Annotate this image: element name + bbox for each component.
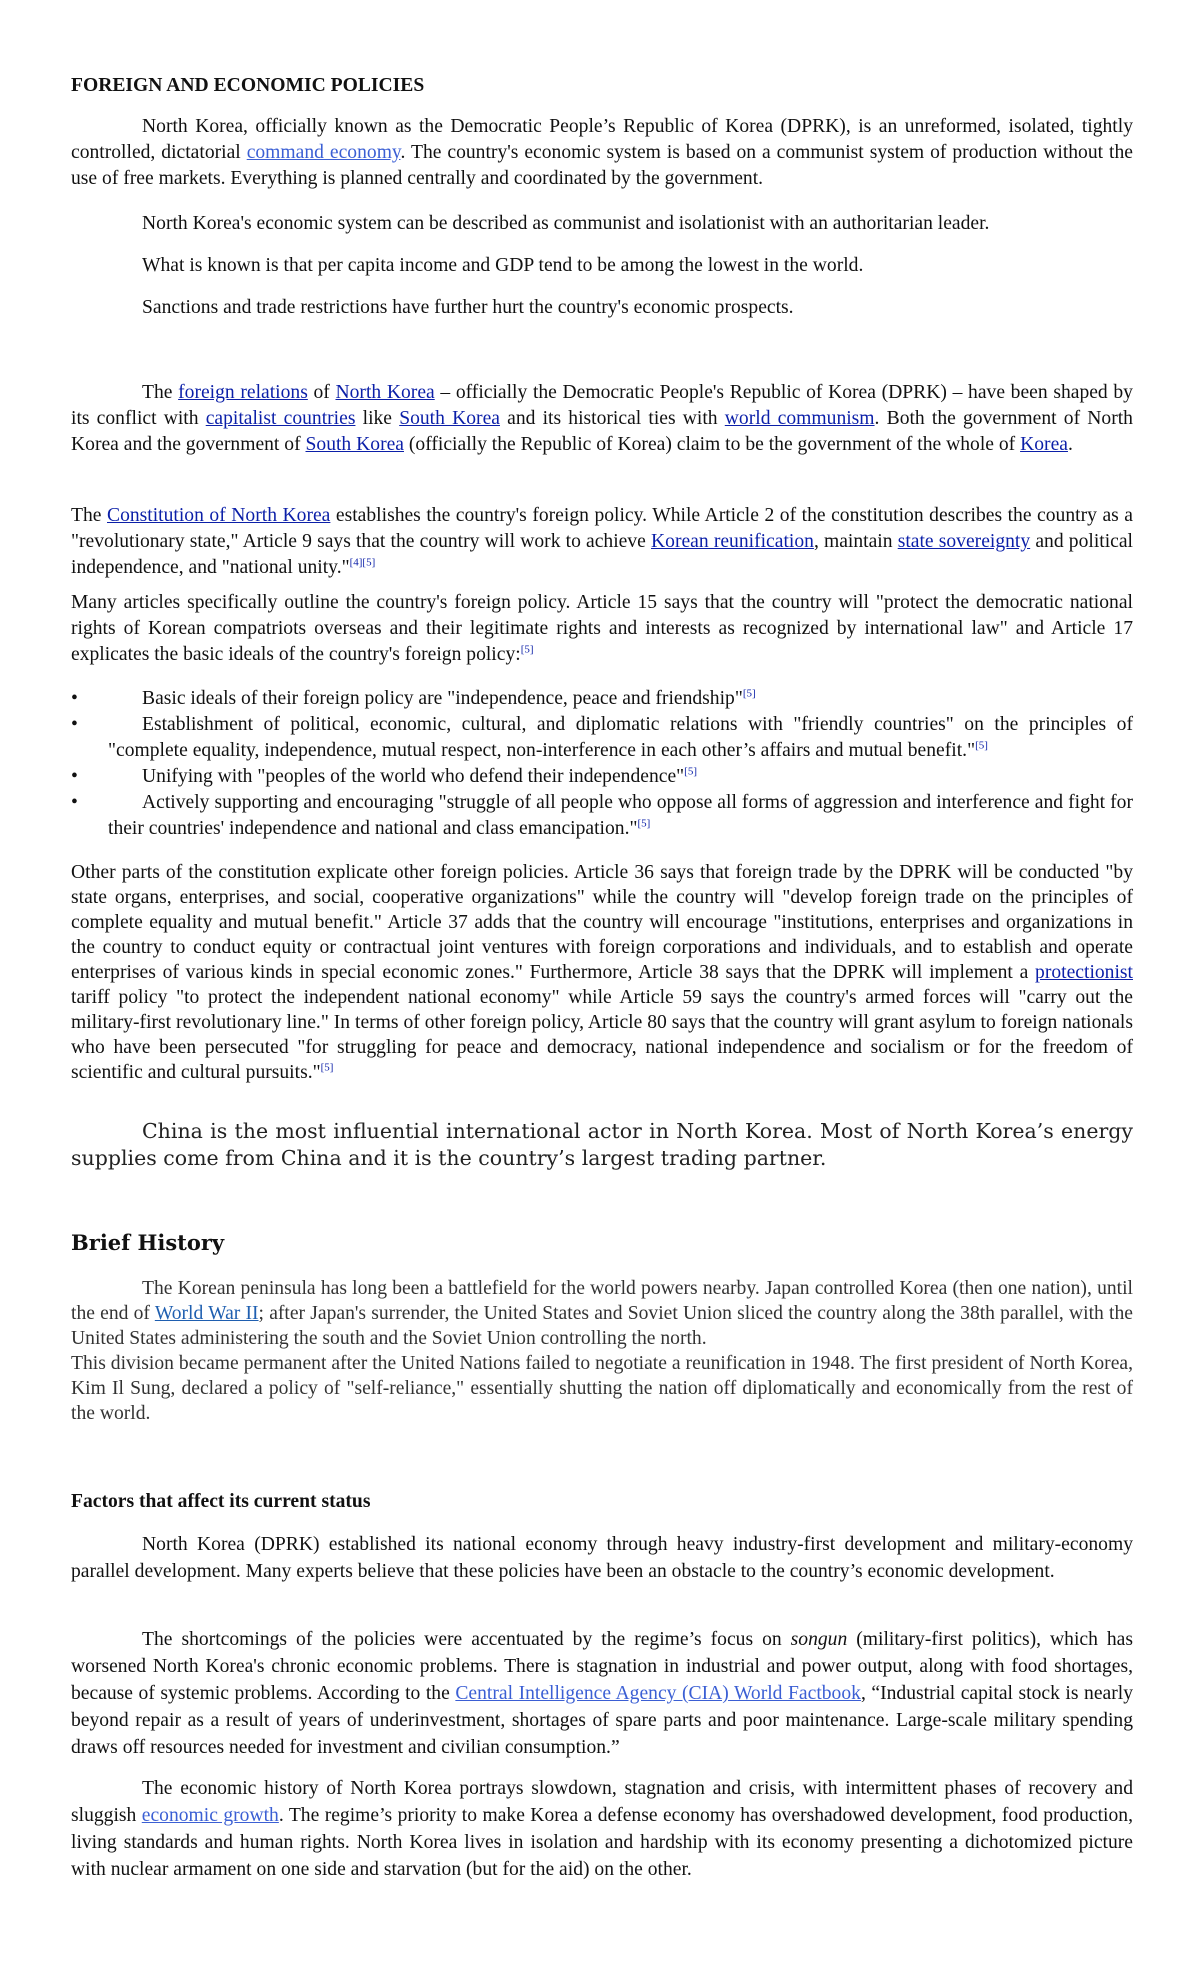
text: Unifying with "peoples of the world who defend their independence" [142, 766, 685, 787]
list-item [71, 790, 1133, 842]
text: . The regime’s priority to make Korea a defense economy has overshadowed development, food production, living standards and human rights. North Korea lives in isolation and hardship with its economy presenting a dichotomized picture with nuclear armament on one side and starvation (but for the aid) on the other. [71, 1805, 1133, 1880]
paragraph [71, 1351, 1133, 1426]
paragraph [71, 1775, 1133, 1883]
paragraph [71, 380, 1133, 458]
paragraph [71, 503, 1133, 581]
paragraph [71, 1276, 1133, 1351]
text: and political independence, and "national unity." [71, 531, 1133, 578]
citation-link[interactable]: [5] [684, 765, 697, 778]
text: of [307, 382, 336, 403]
link-world-communism[interactable]: world communism [724, 408, 875, 429]
text: The [71, 505, 107, 526]
bullet-icon: • [71, 766, 78, 787]
bullet-icon: • [71, 792, 78, 813]
paragraph [71, 1626, 1133, 1761]
list-item [71, 764, 1133, 790]
paragraph [71, 253, 1133, 279]
link-economic-growth[interactable]: economic growth [141, 1805, 279, 1826]
china-callout: China is the most influential international actor in North Korea. Most of North Korea’s energy supplies come from China and it is the country’s largest trading partner. [71, 1119, 1133, 1170]
text: , maintain [813, 531, 898, 552]
citation-link[interactable]: [5] [742, 687, 756, 700]
emphasis-text: songun [790, 1629, 848, 1650]
text: Actively supporting and encouraging "struggle of all people who oppose all forms of aggression and interference and fight for their countries' independence and national and class emancipation." [108, 792, 1133, 839]
text: Other parts of the constitution explicate other foreign policies. Article 36 says that foreign trade by the DPRK will be conducted "by state organs, enterprises, and social, cooperative organizations" while the country will "develop foreign trade on the principles of complete equality and mutual benefit." Article 37 adds that the country will encourage "institutions, enterprises and organizations in the country to conduct equity or contractual joint ventures with foreign corporations and individuals, and to establish and operate enterprises of various kinds in special economic zones." Furthermore, Article 38 says that the DPRK will implement a [71, 862, 1133, 983]
paragraph [71, 114, 1133, 192]
text: . [1067, 434, 1073, 455]
citation-link[interactable]: [5] [520, 643, 534, 656]
link-north-korea[interactable]: North Korea [335, 382, 435, 403]
heading-brief-history: Brief History [71, 1230, 225, 1255]
text: This division became permanent after the United Nations failed to negotiate a reunification in 1948. The first president of North Korea, Kim Il Sung, declared a policy of "self-reliance," essentially shutting the nation off diplomatically and economically from the rest of the world. [71, 1353, 1133, 1424]
link-command-economy[interactable]: command economy [246, 142, 401, 163]
text: The [142, 382, 179, 403]
text: North Korea, officially known as the Democratic People’s Republic of Korea (DPRK), is an unreformed, isolated, tightly controlled, dictatorial [71, 116, 1133, 163]
text: Basic ideals of their foreign policy are "independence, peace and friendship" [142, 688, 743, 709]
text: – officially the Democratic People's Republic of Korea (DPRK) – have been shaped by its conflict with [71, 382, 1133, 429]
link-korea[interactable]: Korea [1020, 434, 1068, 455]
bullet-icon: • [71, 714, 78, 735]
text: North Korea's economic system can be described as communist and isolationist with an authoritarian leader. [142, 213, 990, 234]
link-foreign-relations[interactable]: foreign relations [178, 382, 308, 403]
paragraph [71, 860, 1133, 1085]
link-state-sovereignty[interactable]: state sovereignty [897, 531, 1031, 552]
heading-factors: Factors that affect its current status [71, 1491, 371, 1512]
link-protectionist[interactable]: protectionist [1035, 962, 1133, 983]
citation-link[interactable]: [4][5] [349, 556, 376, 569]
link-south-korea[interactable]: South Korea [399, 408, 500, 429]
link-constitution-of-north-korea[interactable]: Constitution of North Korea [107, 505, 331, 526]
text: The economic history of North Korea portrays slowdown, stagnation and crisis, with intermittent phases of recovery and sluggish [71, 1778, 1133, 1826]
paragraph [71, 211, 1133, 237]
paragraph [71, 1531, 1133, 1585]
paragraph [71, 590, 1133, 668]
text: . The country's economic system is based on a communist system of production without the use of free markets. Everything is planned centrally and coordinated by the government. [71, 142, 1133, 189]
link-world-war-ii[interactable]: World War II [154, 1303, 259, 1324]
foreign-policy-bullet-list [71, 686, 1133, 842]
text: What is known is that per capita income and GDP tend to be among the lowest in the world. [142, 255, 864, 276]
link-central-intelligence-agency-cia-world-factbook[interactable]: Central Intelligence Agency (CIA) World Factbook [455, 1683, 861, 1704]
citation-link[interactable]: [5] [975, 739, 988, 752]
heading-foreign-economic-policies: FOREIGN AND ECONOMIC POLICIES [71, 75, 425, 96]
text: . Both the government of North Korea and the government of [71, 408, 1133, 455]
citation-link[interactable]: [5] [320, 1061, 334, 1074]
text: The Korean peninsula has long been a battlefield for the world powers nearby. Japan controlled Korea (then one nation), until the end of [71, 1278, 1133, 1324]
bullet-icon: • [71, 688, 78, 709]
text: Establishment of political, economic, cultural, and diplomatic relations with "friendly countries" on the principles of "complete equality, independence, mutual respect, non-interference in each other’s affairs and mutual benefit." [108, 714, 1133, 761]
text: (military-first politics), which has worsened North Korea's chronic economic problems. There is stagnation in industrial and power output, along with food shortages, because of systemic problems. According to the [71, 1629, 1133, 1704]
text: ; after Japan's surrender, the United States and Soviet Union sliced the country along the 38th parallel, with the United States administering the south and the Soviet Union controlling the north. [71, 1303, 1133, 1349]
list-item [71, 686, 1133, 712]
citation-link[interactable]: [5] [637, 817, 651, 830]
text: , “Industrial capital stock is nearly beyond repair as a result of years of underinvestment, shortages of spare parts and poor maintenance. Large-scale military spending draws off resources needed for investment and civilian consumption.” [71, 1683, 1133, 1758]
link-capitalist-countries[interactable]: capitalist countries [205, 408, 356, 429]
link-south-korea[interactable]: South Korea [305, 434, 404, 455]
text: like [355, 408, 400, 429]
text: (officially the Republic of Korea) claim to be the government of the whole of [404, 434, 1021, 455]
text: and its historical ties with [499, 408, 725, 429]
list-item [71, 712, 1133, 764]
text: establishes the country's foreign policy. While Article 2 of the constitution describes the country as a "revolutionary state," Article 9 says that the country will work to achieve [71, 505, 1133, 552]
link-korean-reunification[interactable]: Korean reunification [651, 531, 814, 552]
text: Sanctions and trade restrictions have further hurt the country's economic prospects. [142, 297, 794, 318]
text: North Korea (DPRK) established its national economy through heavy industry-first development and military-economy parallel development. Many experts believe that these policies have been an obstacle to the country’s economic development. [71, 1534, 1133, 1582]
text: Many articles specifically outline the country's foreign policy. Article 15 says that the country will "protect the democratic national rights of Korean compatriots overseas and their legitimate rights and interests as recognized by international law" and Article 17 explicates the basic ideals of the country's foreign policy: [71, 592, 1133, 665]
paragraph [71, 295, 1133, 321]
text: tariff policy "to protect the independent national economy" while Article 59 says the country's armed forces will "carry out the military-first revolutionary line." In terms of other foreign policy, Article 80 says that the country will grant asylum to foreign nationals who have been persecuted "for struggling for peace and democracy, national independence and socialism or for the freedom of scientific and cultural pursuits." [71, 987, 1133, 1083]
text: The shortcomings of the policies were accentuated by the regime’s focus on [142, 1629, 791, 1650]
